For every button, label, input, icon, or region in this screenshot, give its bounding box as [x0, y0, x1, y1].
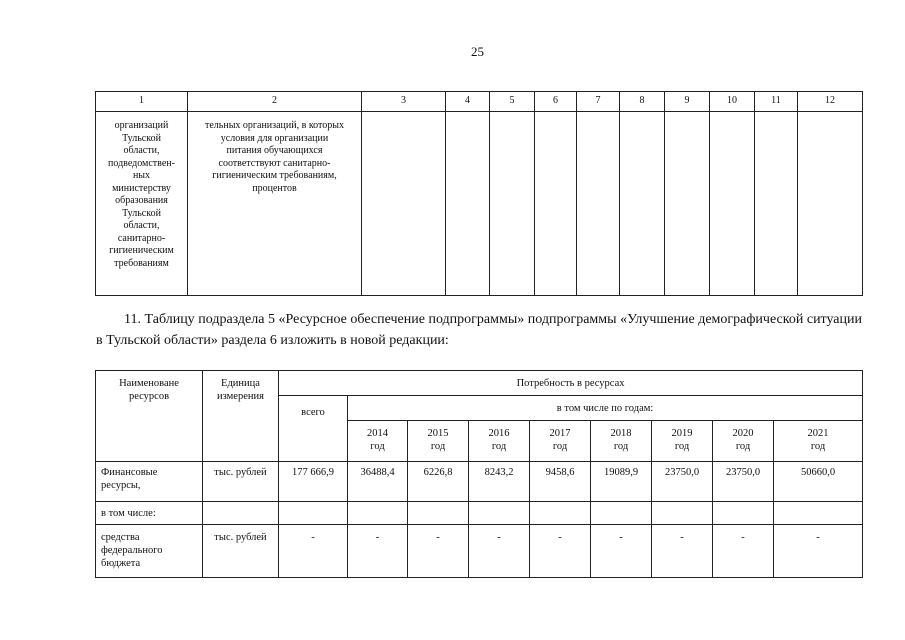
federal-budget-row: [96, 525, 863, 578]
financial-resources-row: [96, 462, 863, 502]
total-header: всего: [279, 396, 348, 462]
total-value: 177 666,9: [279, 462, 348, 502]
unit-cell: тыс. рублей: [203, 462, 279, 502]
year-value: -: [774, 525, 863, 578]
year-header: 2019 год: [652, 421, 713, 462]
year-value: 23750,0: [652, 462, 713, 502]
including-row: [96, 502, 863, 525]
total-value: -: [279, 525, 348, 578]
year-header: 2014 год: [348, 421, 408, 462]
year-value: -: [652, 525, 713, 578]
empty-cell: [408, 502, 469, 525]
year-value: 6226,8: [408, 462, 469, 502]
empty-cell: [577, 112, 620, 296]
column-number: 9: [665, 92, 710, 112]
unit-cell: тыс. рублей: [203, 525, 279, 578]
row-label: средства федерального бюджета: [96, 525, 203, 578]
column-number: 6: [535, 92, 577, 112]
year-header: 2020 год: [713, 421, 774, 462]
empty-cell: [713, 502, 774, 525]
year-value: -: [469, 525, 530, 578]
empty-cell: [362, 112, 446, 296]
year-value: 23750,0: [713, 462, 774, 502]
year-header: 2018 год: [591, 421, 652, 462]
empty-cell: [652, 502, 713, 525]
empty-cell: [203, 502, 279, 525]
empty-cell: [535, 112, 577, 296]
unit-header: Единица измерения: [203, 371, 279, 462]
empty-cell: [755, 112, 798, 296]
empty-cell: [446, 112, 490, 296]
empty-cell: [665, 112, 710, 296]
empty-cell: [774, 502, 863, 525]
year-value: -: [348, 525, 408, 578]
year-value: 36488,4: [348, 462, 408, 502]
indicator-cell: тельных организаций, в которых условия для организации питания обучающихся соответствуют санитарно- гигиеническим требованиям, процентов: [188, 112, 362, 296]
empty-cell: [591, 502, 652, 525]
column-number-row: [96, 92, 863, 112]
empty-cell: [279, 502, 348, 525]
continuation-table: [95, 91, 863, 296]
amendment-paragraph: 11. Таблицу подраздела 5 «Ресурсное обеспечение подпрограммы» подпрограммы «Улучшение демографической ситуации в Тульской области» раздела 6 изложить в новой редакции:: [96, 312, 862, 348]
empty-cell: [798, 112, 863, 296]
year-header: 2015 год: [408, 421, 469, 462]
column-number: 2: [188, 92, 362, 112]
row-label: Финансовые ресурсы,: [96, 462, 203, 502]
column-number: 3: [362, 92, 446, 112]
year-header: 2021 год: [774, 421, 863, 462]
year-value: -: [408, 525, 469, 578]
empty-cell: [490, 112, 535, 296]
column-number: 8: [620, 92, 665, 112]
empty-cell: [620, 112, 665, 296]
empty-cell: [710, 112, 755, 296]
column-number: 11: [755, 92, 798, 112]
row-label: в том числе:: [96, 502, 203, 525]
year-value: 8243,2: [469, 462, 530, 502]
empty-cell: [348, 502, 408, 525]
header-row: [96, 371, 863, 396]
page-number: 25: [471, 44, 484, 59]
year-value: -: [530, 525, 591, 578]
empty-cell: [469, 502, 530, 525]
year-value: -: [713, 525, 774, 578]
table-row: [96, 112, 863, 296]
year-value: 50660,0: [774, 462, 863, 502]
column-number: 5: [490, 92, 535, 112]
target-org-cell: организаций Тульской области, подведомствен- ных министерству образования Тульской области, санитарно- гигиеническим требованиям: [96, 112, 188, 296]
year-value: 9458,6: [530, 462, 591, 502]
column-number: 1: [96, 92, 188, 112]
by-years-header: в том числе по годам:: [348, 396, 863, 421]
year-header: 2017 год: [530, 421, 591, 462]
resource-need-header: Потребность в ресурсах: [279, 371, 863, 396]
column-number: 7: [577, 92, 620, 112]
column-number: 4: [446, 92, 490, 112]
empty-cell: [530, 502, 591, 525]
year-value: 19089,9: [591, 462, 652, 502]
column-number: 12: [798, 92, 863, 112]
resource-name-header: Наименоване ресурсов: [96, 371, 203, 462]
resources-table: [95, 370, 863, 578]
column-number: 10: [710, 92, 755, 112]
year-value: -: [591, 525, 652, 578]
year-header: 2016 год: [469, 421, 530, 462]
